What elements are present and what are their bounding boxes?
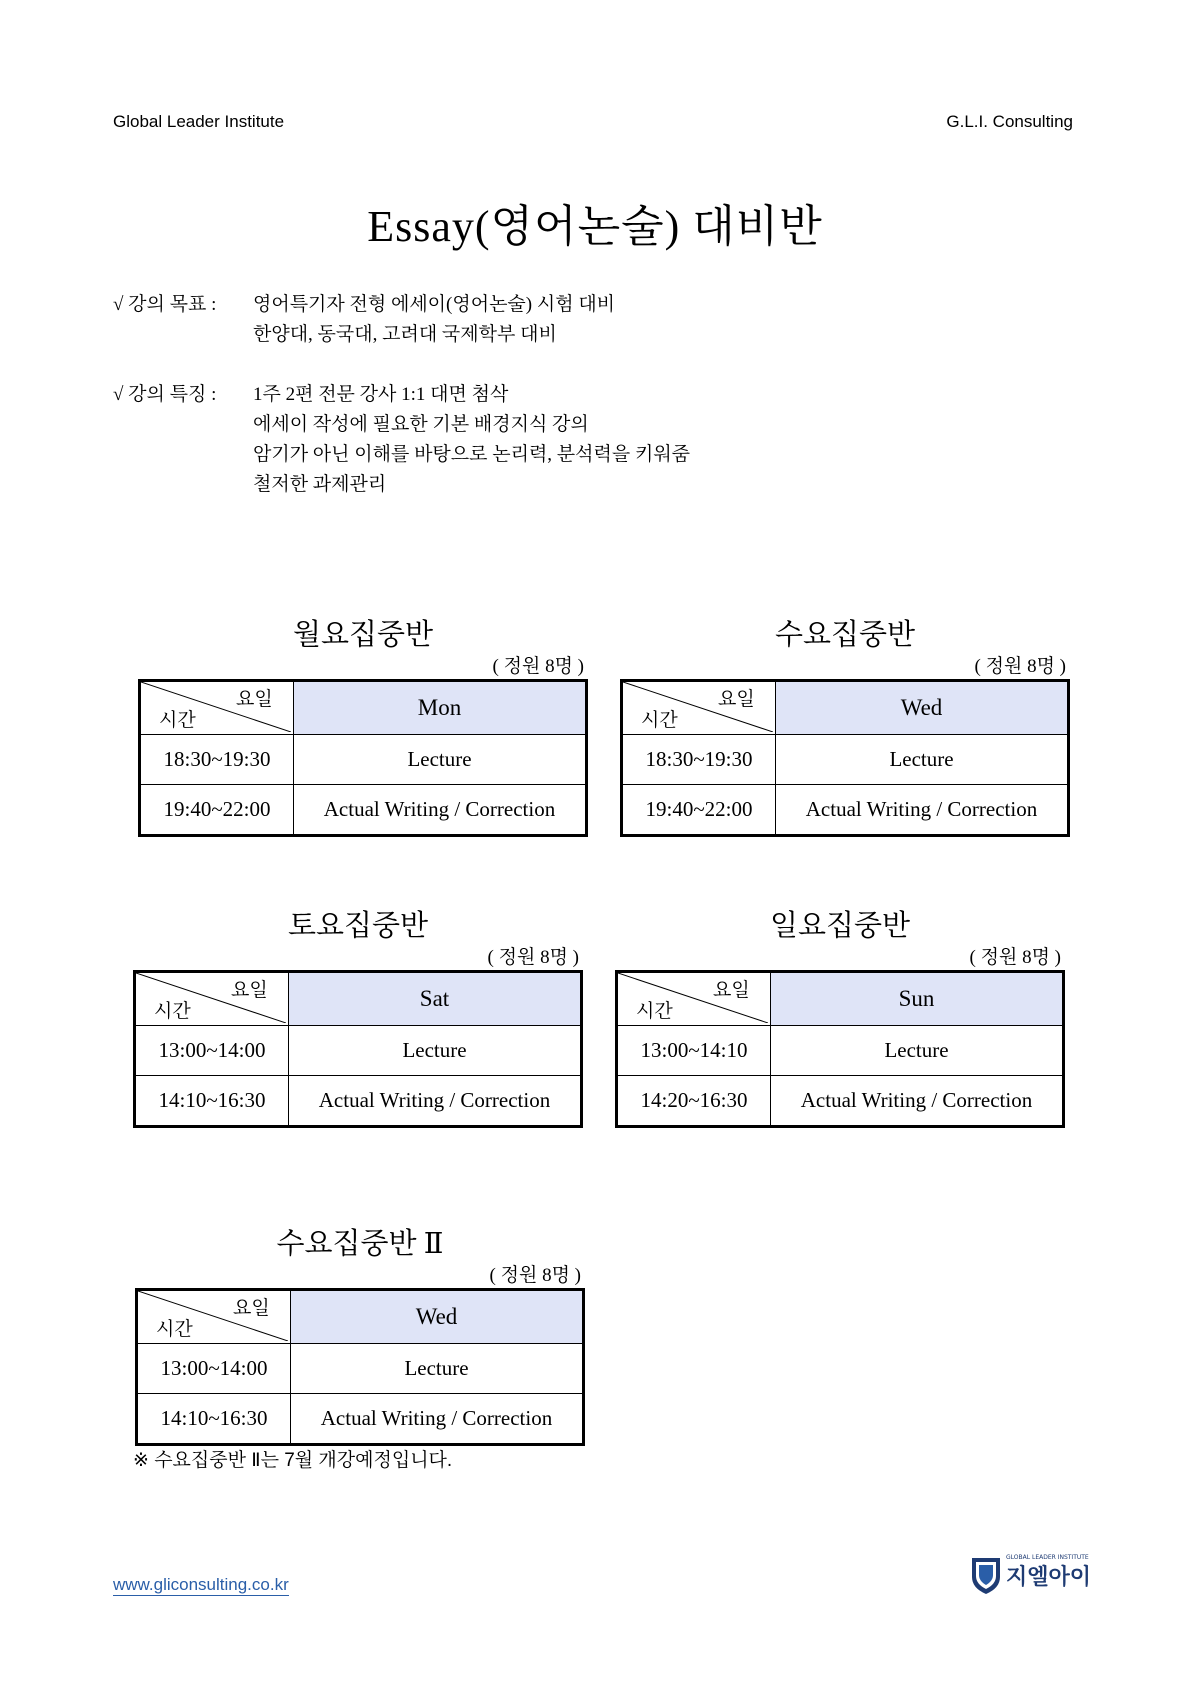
time-cell: 19:40~22:00 <box>622 785 776 836</box>
time-cell: 13:00~14:00 <box>137 1344 291 1394</box>
activity-cell: Lecture <box>291 1344 584 1394</box>
time-cell: 13:00~14:10 <box>617 1026 771 1076</box>
schedule-capacity: ( 정원 8명 ) <box>489 1265 581 1286</box>
schedule-name: 수요집중반 <box>774 619 916 651</box>
feature-line: 1주 2편 전문 강사 1:1 대면 첨삭 <box>253 384 509 405</box>
table-corner-cell <box>622 681 776 735</box>
schedule-name: 일요집중반 <box>769 910 911 942</box>
corner-day-label: 요일 <box>713 980 750 1001</box>
table-corner-cell <box>135 972 289 1026</box>
table-row <box>137 1394 584 1445</box>
time-cell: 18:30~19:30 <box>140 735 294 785</box>
activity-cell: Lecture <box>771 1026 1064 1076</box>
activity-cell: Lecture <box>294 735 587 785</box>
schedule-name: 월요집중반 <box>292 619 434 651</box>
course-features <box>113 380 690 500</box>
schedule-name: 수요집중반 Ⅱ <box>276 1228 444 1260</box>
schedule-capacity: ( 정원 8명 ) <box>974 656 1066 677</box>
schedule-wednesday-2 <box>135 1224 585 1446</box>
table-row <box>137 1344 584 1394</box>
schedule-capacity: ( 정원 8명 ) <box>492 656 584 677</box>
goal-line: 한양대, 동국대, 고려대 국제학부 대비 <box>253 324 557 345</box>
header-right-text: G.L.I. Consulting <box>946 112 1073 131</box>
schedule-table <box>135 1288 585 1446</box>
feature-line: 철저한 과제관리 <box>253 474 387 495</box>
schedule-capacity: ( 정원 8명 ) <box>969 947 1061 968</box>
time-cell: 14:10~16:30 <box>135 1076 289 1127</box>
day-header: Sat <box>289 972 582 1026</box>
schedule-wednesday <box>620 615 1070 837</box>
page-title: Essay(영어논술) 대비반 <box>367 202 823 251</box>
schedule-name: 토요집중반 <box>287 910 429 942</box>
day-header: Mon <box>294 681 587 735</box>
corner-day-label: 요일 <box>233 1298 270 1319</box>
table-row <box>135 1076 582 1127</box>
day-header: Wed <box>776 681 1069 735</box>
corner-day-label: 요일 <box>231 980 268 1001</box>
table-corner-cell <box>617 972 771 1026</box>
table-row <box>617 1076 1064 1127</box>
schedule-table <box>615 970 1065 1128</box>
schedule-note: ※ 수요집중반 Ⅱ는 7월 개강예정입니다. <box>133 1450 453 1471</box>
schedule-capacity: ( 정원 8명 ) <box>487 947 579 968</box>
table-row <box>135 1026 582 1076</box>
activity-cell: Lecture <box>776 735 1069 785</box>
corner-day-label: 요일 <box>718 689 755 710</box>
activity-cell: Actual Writing / Correction <box>771 1076 1064 1127</box>
time-cell: 14:10~16:30 <box>137 1394 291 1445</box>
features-label: √ 강의 특징 : <box>113 384 222 405</box>
activity-cell: Actual Writing / Correction <box>291 1394 584 1445</box>
corner-time-label: 시간 <box>159 710 196 731</box>
time-cell: 19:40~22:00 <box>140 785 294 836</box>
table-corner-cell <box>140 681 294 735</box>
feature-line: 암기가 아닌 이해를 바탕으로 논리력, 분석력을 키워줌 <box>253 444 691 465</box>
activity-cell: Actual Writing / Correction <box>289 1076 582 1127</box>
time-cell: 18:30~19:30 <box>622 735 776 785</box>
table-row <box>140 735 587 785</box>
website-link[interactable]: www.gliconsulting.co.kr <box>113 1575 289 1594</box>
table-row <box>617 1026 1064 1076</box>
activity-cell: Lecture <box>289 1026 582 1076</box>
schedule-sunday <box>615 906 1065 1128</box>
schedule-saturday <box>133 906 583 1128</box>
time-cell: 14:20~16:30 <box>617 1076 771 1127</box>
shield-icon <box>970 1555 1002 1595</box>
goal-label: √ 강의 목표 : <box>113 294 222 315</box>
day-header: Wed <box>291 1290 584 1344</box>
day-header: Sun <box>771 972 1064 1026</box>
logo-subtitle: GLOBAL LEADER INSTITUTE <box>1006 1554 1089 1561</box>
activity-cell: Actual Writing / Correction <box>776 785 1069 836</box>
corner-time-label: 시간 <box>154 1001 191 1022</box>
company-logo <box>970 1555 1091 1595</box>
schedule-monday <box>138 615 588 837</box>
corner-time-label: 시간 <box>156 1319 193 1340</box>
feature-line: 에세이 작성에 필요한 기본 배경지식 강의 <box>253 414 589 435</box>
table-row <box>622 735 1069 785</box>
table-row <box>622 785 1069 836</box>
table-row <box>140 785 587 836</box>
corner-day-label: 요일 <box>236 689 273 710</box>
table-corner-cell <box>137 1290 291 1344</box>
header-left-text: Global Leader Institute <box>113 112 285 131</box>
corner-time-label: 시간 <box>641 710 678 731</box>
schedule-table <box>138 679 588 837</box>
course-goal <box>113 290 615 350</box>
schedule-table <box>620 679 1070 837</box>
time-cell: 13:00~14:00 <box>135 1026 289 1076</box>
activity-cell: Actual Writing / Correction <box>294 785 587 836</box>
corner-time-label: 시간 <box>636 1001 673 1022</box>
goal-line: 영어특기자 전형 에세이(영어논술) 시험 대비 <box>253 294 616 315</box>
schedule-table <box>133 970 583 1128</box>
logo-text: 지엘아이 <box>1006 1564 1092 1590</box>
